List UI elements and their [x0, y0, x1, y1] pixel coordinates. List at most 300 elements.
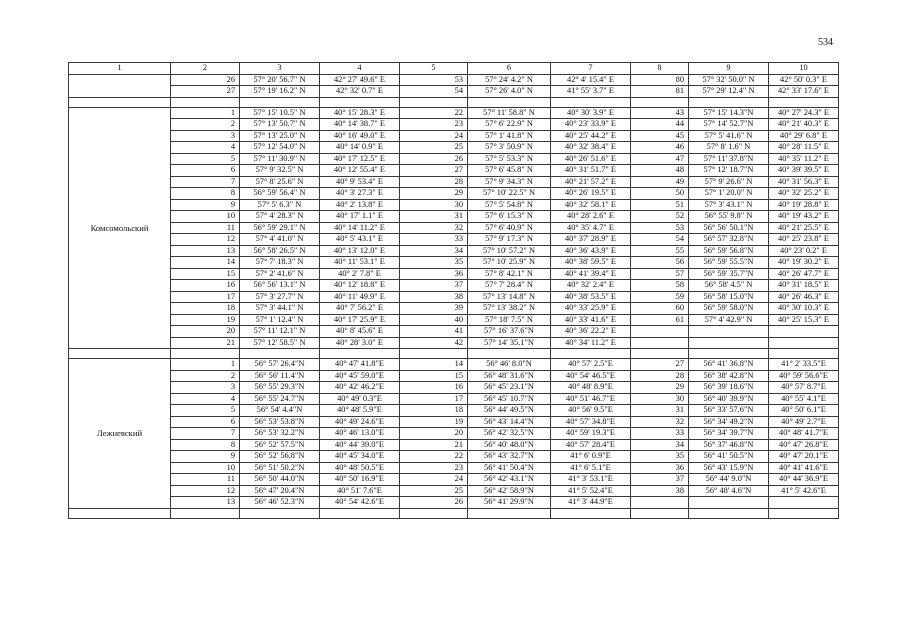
coordinate-cell: 57° 5' 41.6" N	[689, 130, 769, 142]
coordinate-cell: 56° 53' 53.8"N	[240, 416, 320, 428]
point-number-cell: 46	[631, 142, 689, 154]
point-number-cell: 21	[171, 337, 240, 349]
coordinate-cell	[689, 326, 769, 338]
coordinate-cell: 40° 11' 49.9" E	[320, 291, 400, 303]
table-row	[69, 314, 839, 326]
coordinate-cell: 56° 33' 57.6"N	[689, 405, 769, 417]
point-number-cell	[631, 337, 689, 349]
spacer-cell	[631, 349, 689, 359]
coordinate-cell: 40° 26' 46.3" E	[769, 291, 839, 303]
coordinate-cell: 57° 29' 12.4" N	[689, 86, 769, 98]
spacer-row	[69, 508, 839, 518]
coordinate-cell: 57° 6' 45.8" N	[468, 165, 551, 177]
coordinate-cell: 56° 59' 56.8"N	[689, 245, 769, 257]
table-row	[69, 257, 839, 269]
table-body	[69, 63, 839, 519]
spacer-cell	[400, 97, 468, 107]
point-number-cell: 13	[171, 245, 240, 257]
coordinate-cell: 41° 2' 33.5"E	[769, 359, 839, 371]
point-number-cell: 61	[631, 314, 689, 326]
point-number-cell: 34	[400, 245, 468, 257]
point-number-cell: 53	[400, 74, 468, 86]
coordinate-cell: 56° 54' 4.4"N	[240, 405, 320, 417]
table-row	[69, 393, 839, 405]
coordinate-cell: 40° 37' 28.9" E	[551, 234, 631, 246]
table-row	[69, 268, 839, 280]
point-number-cell: 32	[631, 416, 689, 428]
coordinate-cell: 40° 59' 19.3"E	[551, 428, 631, 440]
point-number-cell: 59	[631, 291, 689, 303]
coordinate-cell: 40° 57' 28.4"E	[551, 439, 631, 451]
coordinate-cell: 57° 1' 41.8" N	[468, 130, 551, 142]
coordinate-cell: 40° 21' 40.3" E	[769, 119, 839, 131]
coordinate-cell: 40° 7' 56.2" E	[320, 303, 400, 315]
point-number-cell: 31	[631, 405, 689, 417]
coordinate-cell: 40° 32' 2.4" E	[551, 280, 631, 292]
coordinate-cell: 40° 16' 49.0" E	[320, 130, 400, 142]
spacer-cell	[69, 508, 171, 518]
coordinate-cell: 57° 14' 52.7"N	[689, 119, 769, 131]
table-row	[69, 359, 839, 371]
coordinate-cell: 40° 57' 8.7"E	[769, 382, 839, 394]
point-number-cell: 16	[171, 280, 240, 292]
coordinate-cell: 57° 18' 7.5" N	[468, 314, 551, 326]
spacer-cell	[69, 349, 171, 359]
table-row	[69, 119, 839, 131]
point-number-cell: 36	[400, 268, 468, 280]
coordinate-cell: 56° 57' 26.4"N	[240, 359, 320, 371]
coordinate-cell: 41° 5' 42.6"E	[769, 485, 839, 497]
coordinate-cell: 41° 55' 3.7" E	[551, 86, 631, 98]
point-number-cell: 3	[171, 382, 240, 394]
point-number-cell: 18	[400, 405, 468, 417]
point-number-cell: 33	[400, 234, 468, 246]
coordinate-cell: 40° 38' 59.5" E	[551, 257, 631, 269]
coordinate-cell: 42° 50' 0.3" E	[769, 74, 839, 86]
point-number-cell: 25	[400, 142, 468, 154]
spacer-cell	[400, 508, 468, 518]
coordinate-cell: 57° 3' 43.1" N	[689, 199, 769, 211]
coordinate-cell: 40° 48' 41.7"E	[769, 428, 839, 440]
point-number-cell: 27	[171, 86, 240, 98]
coordinate-cell: 56° 51' 50.2"N	[240, 462, 320, 474]
table-row	[69, 222, 839, 234]
coordinate-cell: 56° 44' 49.5"N	[468, 405, 551, 417]
coordinate-cell: 57° 8' 25.6" N	[240, 176, 320, 188]
coordinate-cell: 42° 27' 49.6" E	[320, 74, 400, 86]
point-number-cell: 54	[400, 86, 468, 98]
coordinate-cell: 56° 39' 18.6"N	[689, 382, 769, 394]
coordinate-cell: 41° 6' 5.1"E	[551, 462, 631, 474]
spacer-cell	[468, 508, 551, 518]
point-number-cell: 35	[631, 451, 689, 463]
coordinate-cell: 57° 14' 35.1"N	[468, 337, 551, 349]
point-number-cell: 50	[631, 188, 689, 200]
coordinate-cell: 40° 2' 13.8" E	[320, 199, 400, 211]
coordinate-cell	[769, 337, 839, 349]
coordinate-cell: 56° 45' 23.1"N	[468, 382, 551, 394]
table-row	[69, 462, 839, 474]
point-number-cell: 22	[400, 451, 468, 463]
coordinate-cell: 56° 56' 13.1" N	[240, 280, 320, 292]
coordinate-cell: 57° 11' 58.8" N	[468, 107, 551, 119]
column-header-1: 1	[69, 63, 171, 75]
coordinate-cell: 40° 33' 25.9" E	[551, 303, 631, 315]
coordinate-cell: 40° 45' 34.0"E	[320, 451, 400, 463]
spacer-cell	[171, 508, 240, 518]
coordinate-cell: 40° 49' 0.3"E	[320, 393, 400, 405]
coordinate-cell: 56° 56' 50.1"N	[689, 222, 769, 234]
coordinate-cell: 40° 28' 11.5" E	[769, 142, 839, 154]
spacer-cell	[551, 349, 631, 359]
coordinate-cell: 40° 13' 12.0" E	[320, 245, 400, 257]
point-number-cell: 6	[171, 165, 240, 177]
spacer-cell	[320, 349, 400, 359]
page-number: 534	[818, 37, 833, 48]
coordinate-cell: 40° 35' 4.7" E	[551, 222, 631, 234]
point-number-cell: 56	[631, 257, 689, 269]
coordinate-cell: 40° 45' 59.0"E	[320, 370, 400, 382]
point-number-cell: 26	[400, 497, 468, 509]
point-number-cell: 51	[631, 199, 689, 211]
column-header-2: 2	[171, 63, 240, 75]
coordinate-cell: 56° 55' 29.3"N	[240, 382, 320, 394]
coordinate-cell: 40° 19' 28.8" E	[769, 199, 839, 211]
coordinate-cell: 57° 5' 53.3" N	[468, 153, 551, 165]
coordinate-cell: 56° 57' 32.8"N	[689, 234, 769, 246]
column-header-9: 9	[689, 63, 769, 75]
coordinate-cell: 40° 48' 8.9"E	[551, 382, 631, 394]
coordinate-cell: 40° 33' 41.6" E	[551, 314, 631, 326]
point-number-cell: 45	[631, 130, 689, 142]
point-number-cell: 47	[631, 153, 689, 165]
point-number-cell: 13	[171, 497, 240, 509]
coordinate-cell: 56° 43' 32.7"N	[468, 451, 551, 463]
table-row	[69, 245, 839, 257]
coordinate-cell: 57° 12' 54.0" N	[240, 142, 320, 154]
coordinate-cell: 56° 58' 4.5" N	[689, 280, 769, 292]
coordinate-cell	[769, 326, 839, 338]
coordinate-cell: 40° 50' 16.9"E	[320, 474, 400, 486]
coordinate-cell: 40° 57' 2.5"E	[551, 359, 631, 371]
spacer-cell	[689, 349, 769, 359]
coordinate-cell: 41° 6' 0.9"E	[551, 451, 631, 463]
coordinate-cell: 56° 46' 52.3"N	[240, 497, 320, 509]
spacer-row	[69, 349, 839, 359]
coordinate-cell: 40° 49' 24.6"E	[320, 416, 400, 428]
table-row	[69, 416, 839, 428]
district-name: Лежневский	[69, 359, 171, 509]
coordinate-cell: 57° 15' 14.3"N	[689, 107, 769, 119]
table-row	[69, 153, 839, 165]
column-header-6: 6	[468, 63, 551, 75]
point-number-cell: 29	[631, 382, 689, 394]
table-row	[69, 130, 839, 142]
point-number-cell: 14	[400, 359, 468, 371]
coordinate-cell: 57° 24' 4.2" N	[468, 74, 551, 86]
coordinate-cell: 57° 16' 37.6"N	[468, 326, 551, 338]
point-number-cell: 16	[400, 382, 468, 394]
point-number-cell: 54	[631, 234, 689, 246]
coordinate-cell: 56° 56' 11.4"N	[240, 370, 320, 382]
coordinate-cell: 57° 10' 57.2" N	[468, 245, 551, 257]
coordinate-cell: 56° 58' 26.5" N	[240, 245, 320, 257]
table-row	[69, 485, 839, 497]
coordinate-cell: 42° 4' 15.4" E	[551, 74, 631, 86]
coordinate-cell: 57° 11' 12.1" N	[240, 326, 320, 338]
point-number-cell: 18	[171, 303, 240, 315]
coordinate-cell: 40° 41' 39.4" E	[551, 268, 631, 280]
coordinate-cell: 40° 25' 44.2" E	[551, 130, 631, 142]
coordinate-cell: 40° 2' 7.8" E	[320, 268, 400, 280]
coordinate-cell: 56° 48' 4.6"N	[689, 485, 769, 497]
spacer-cell	[468, 97, 551, 107]
coordinate-cell: 56° 34' 39.7"N	[689, 428, 769, 440]
coordinate-cell: 42° 33' 17.6" E	[769, 86, 839, 98]
coordinate-cell: 56° 59' 35.7"N	[689, 268, 769, 280]
point-number-cell: 27	[631, 359, 689, 371]
point-number-cell: 2	[171, 370, 240, 382]
table-row	[69, 188, 839, 200]
point-number-cell: 5	[171, 405, 240, 417]
coordinate-cell: 40° 14' 38.7" E	[320, 119, 400, 131]
coordinate-cell: 40° 26' 51.6" E	[551, 153, 631, 165]
point-number-cell: 30	[400, 199, 468, 211]
coordinate-cell: 56° 41' 36.8"N	[689, 359, 769, 371]
coordinate-cell: 40° 55' 4.1"E	[769, 393, 839, 405]
spacer-cell	[240, 97, 320, 107]
spacer-cell	[171, 349, 240, 359]
coordinate-cell: 57° 7' 18.3" N	[240, 257, 320, 269]
coordinate-cell: 57° 10' 22.5" N	[468, 188, 551, 200]
point-number-cell: 25	[400, 485, 468, 497]
table-row	[69, 199, 839, 211]
point-number-cell: 53	[631, 222, 689, 234]
coordinate-cell: 56° 52' 56.8"N	[240, 451, 320, 463]
coordinate-cell: 40° 48' 5.9"E	[320, 405, 400, 417]
coordinate-cell: 57° 9' 26.6" N	[689, 176, 769, 188]
coordinate-cell: 40° 32' 25.2" E	[769, 188, 839, 200]
coordinate-cell: 40° 25' 15.3" E	[769, 314, 839, 326]
point-number-cell: 22	[400, 107, 468, 119]
coordinate-cell: 57° 1' 12.4" N	[240, 314, 320, 326]
coordinate-cell: 57° 6' 40.9" N	[468, 222, 551, 234]
coordinate-cell: 40° 34' 11.2" E	[551, 337, 631, 349]
table-row	[69, 326, 839, 338]
coordinate-cell: 57° 15' 10.5" N	[240, 107, 320, 119]
point-number-cell: 43	[631, 107, 689, 119]
coordinate-cell: 40° 15' 28.3" E	[320, 107, 400, 119]
point-number-cell: 4	[171, 393, 240, 405]
coordinate-cell: 40° 31' 51.7" E	[551, 165, 631, 177]
coordinate-cell: 40° 19' 30.2" E	[769, 257, 839, 269]
point-number-cell: 52	[631, 211, 689, 223]
coordinate-cell: 40° 29' 6.8" E	[769, 130, 839, 142]
spacer-cell	[631, 508, 689, 518]
spacer-cell	[769, 508, 839, 518]
point-number-cell: 36	[631, 462, 689, 474]
table-row	[69, 497, 839, 509]
point-number-cell: 49	[631, 176, 689, 188]
coordinate-cell: 57° 20' 56.7" N	[240, 74, 320, 86]
table-row	[69, 86, 839, 98]
spacer-cell	[769, 349, 839, 359]
coordinate-cell: 40° 38' 53.5" E	[551, 291, 631, 303]
coordinate-cell: 40° 3' 27.3" E	[320, 188, 400, 200]
coordinate-cell: 40° 5' 43.1" E	[320, 234, 400, 246]
coordinate-cell: 56° 37' 46.8"N	[689, 439, 769, 451]
point-number-cell: 24	[400, 130, 468, 142]
point-number-cell: 17	[171, 291, 240, 303]
point-number-cell: 24	[400, 474, 468, 486]
point-number-cell: 20	[400, 428, 468, 440]
point-number-cell: 38	[400, 291, 468, 303]
coordinate-cell: 40° 32' 38.4" E	[551, 142, 631, 154]
spacer-cell	[769, 97, 839, 107]
coordinate-cell: 40° 17' 12.5" E	[320, 153, 400, 165]
coordinate-cell: 40° 35' 11.2" E	[769, 153, 839, 165]
point-number-cell: 38	[631, 485, 689, 497]
spacer-cell	[689, 97, 769, 107]
column-header-5: 5	[400, 63, 468, 75]
spacer-cell	[69, 97, 171, 107]
point-number-cell: 12	[171, 485, 240, 497]
coordinate-cell: 57° 12' 18.7"N	[689, 165, 769, 177]
coordinate-cell: 40° 21' 25.5" E	[769, 222, 839, 234]
point-number-cell: 32	[400, 222, 468, 234]
point-number-cell: 80	[631, 74, 689, 86]
point-number-cell: 1	[171, 107, 240, 119]
point-number-cell: 26	[400, 153, 468, 165]
coordinate-cell: 56° 34' 49.2"N	[689, 416, 769, 428]
coordinate-cell: 40° 27' 24.3" E	[769, 107, 839, 119]
point-number-cell: 28	[631, 370, 689, 382]
coordinate-cell: 57° 3' 27.7" N	[240, 291, 320, 303]
point-number-cell	[631, 326, 689, 338]
point-number-cell: 30	[631, 393, 689, 405]
spacer-cell	[551, 508, 631, 518]
point-number-cell: 34	[631, 439, 689, 451]
point-number-cell: 27	[400, 165, 468, 177]
point-number-cell: 33	[631, 428, 689, 440]
point-number-cell: 23	[400, 119, 468, 131]
coordinate-cell: 56° 53' 32.2"N	[240, 428, 320, 440]
coordinate-cell: 40° 51' 7.6"E	[320, 485, 400, 497]
coordinate-cell: 56° 44' 9.0"N	[689, 474, 769, 486]
coordinate-cell: 56° 42' 43.1"N	[468, 474, 551, 486]
column-header-8: 8	[631, 63, 689, 75]
point-number-cell: 3	[171, 130, 240, 142]
coordinate-cell: 40° 19' 43.2" E	[769, 211, 839, 223]
column-header-10: 10	[769, 63, 839, 75]
table-row	[69, 176, 839, 188]
coordinate-cell: 40° 28' 2.6" E	[551, 211, 631, 223]
point-number-cell: 15	[400, 370, 468, 382]
point-number-cell: 21	[400, 439, 468, 451]
point-number-cell: 8	[171, 188, 240, 200]
coordinate-cell: 57° 9' 34.3" N	[468, 176, 551, 188]
coordinate-cell: 57° 10' 25.9" N	[468, 257, 551, 269]
district-name: Комсомольский	[69, 107, 171, 349]
table-row	[69, 74, 839, 86]
point-number-cell: 19	[171, 314, 240, 326]
coordinate-cell: 57° 9' 17.3" N	[468, 234, 551, 246]
coordinate-cell: 57° 11' 37.8"N	[689, 153, 769, 165]
table-row	[69, 107, 839, 119]
point-number-cell: 55	[631, 245, 689, 257]
spacer-cell	[320, 508, 400, 518]
coordinate-cell: 40° 41' 41.6"E	[769, 462, 839, 474]
coordinate-cell: 57° 11' 30.9" N	[240, 153, 320, 165]
coordinate-cell: 56° 58' 15.0"N	[689, 291, 769, 303]
coordinate-cell: 56° 59' 56.4" N	[240, 188, 320, 200]
coordinate-cell: 56° 45' 10.7"N	[468, 393, 551, 405]
spacer-cell	[171, 97, 240, 107]
coordinate-cell: 57° 13' 25.0" N	[240, 130, 320, 142]
point-number-cell: 28	[400, 176, 468, 188]
column-header-3: 3	[240, 63, 320, 75]
table-row	[69, 142, 839, 154]
point-number-cell: 9	[171, 451, 240, 463]
coordinate-cell: 57° 8' 42.1" N	[468, 268, 551, 280]
coordinate-cell: 40° 56' 9.5"E	[551, 405, 631, 417]
coordinate-cell: 56° 40' 39.9"N	[689, 393, 769, 405]
coordinate-cell: 57° 19' 16.2" N	[240, 86, 320, 98]
point-number-cell: 20	[171, 326, 240, 338]
table-row	[69, 370, 839, 382]
coordinate-cell: 57° 5' 6.3" N	[240, 199, 320, 211]
coordinate-cell: 40° 46' 13.0"E	[320, 428, 400, 440]
coordinate-cell: 40° 11' 53.1" E	[320, 257, 400, 269]
column-header-4: 4	[320, 63, 400, 75]
coordinate-cell: 40° 36' 43.9" E	[551, 245, 631, 257]
coordinate-cell: 57° 1' 20.0" N	[689, 188, 769, 200]
point-number-cell: 7	[171, 176, 240, 188]
coordinate-cell: 40° 30' 3.9" E	[551, 107, 631, 119]
coordinate-cell: 56° 59' 29.1" N	[240, 222, 320, 234]
coordinate-cell: 40° 44' 39.0"E	[320, 439, 400, 451]
spacer-cell	[468, 349, 551, 359]
table-row	[69, 451, 839, 463]
coordinate-cell: 57° 2' 41.6" N	[240, 268, 320, 280]
coordinate-cell: 40° 26' 19.5" E	[551, 188, 631, 200]
point-number-cell: 9	[171, 199, 240, 211]
coordinate-cell: 40° 14' 11.2" E	[320, 222, 400, 234]
district-name-cell	[69, 74, 171, 97]
coordinate-cell: 57° 13' 38.2" N	[468, 303, 551, 315]
coordinate-cell: 57° 6' 15.3" N	[468, 211, 551, 223]
coordinate-cell: 40° 48' 50.5"E	[320, 462, 400, 474]
column-header-7: 7	[551, 63, 631, 75]
spacer-cell	[240, 508, 320, 518]
coordinate-cell: 40° 30' 10.3" E	[769, 303, 839, 315]
coordinate-cell: 56° 41' 50.5"N	[689, 451, 769, 463]
coordinate-cell: 40° 9' 53.4" E	[320, 176, 400, 188]
coordinate-cell: 40° 32' 58.1" E	[551, 199, 631, 211]
coordinate-cell: 40° 54' 42.6"E	[320, 497, 400, 509]
point-number-cell: 8	[171, 439, 240, 451]
coordinate-cell: 56° 41' 29.9"N	[468, 497, 551, 509]
coordinate-cell: 56° 52' 57.5"N	[240, 439, 320, 451]
point-number-cell: 35	[400, 257, 468, 269]
table-row	[69, 165, 839, 177]
coordinate-cell: 57° 8' 1.6" N	[689, 142, 769, 154]
point-number-cell: 58	[631, 280, 689, 292]
point-number-cell: 19	[400, 416, 468, 428]
coordinate-cell: 40° 47' 20.1"E	[769, 451, 839, 463]
coordinate-cell: 40° 12' 18.8" E	[320, 280, 400, 292]
table-row	[69, 405, 839, 417]
